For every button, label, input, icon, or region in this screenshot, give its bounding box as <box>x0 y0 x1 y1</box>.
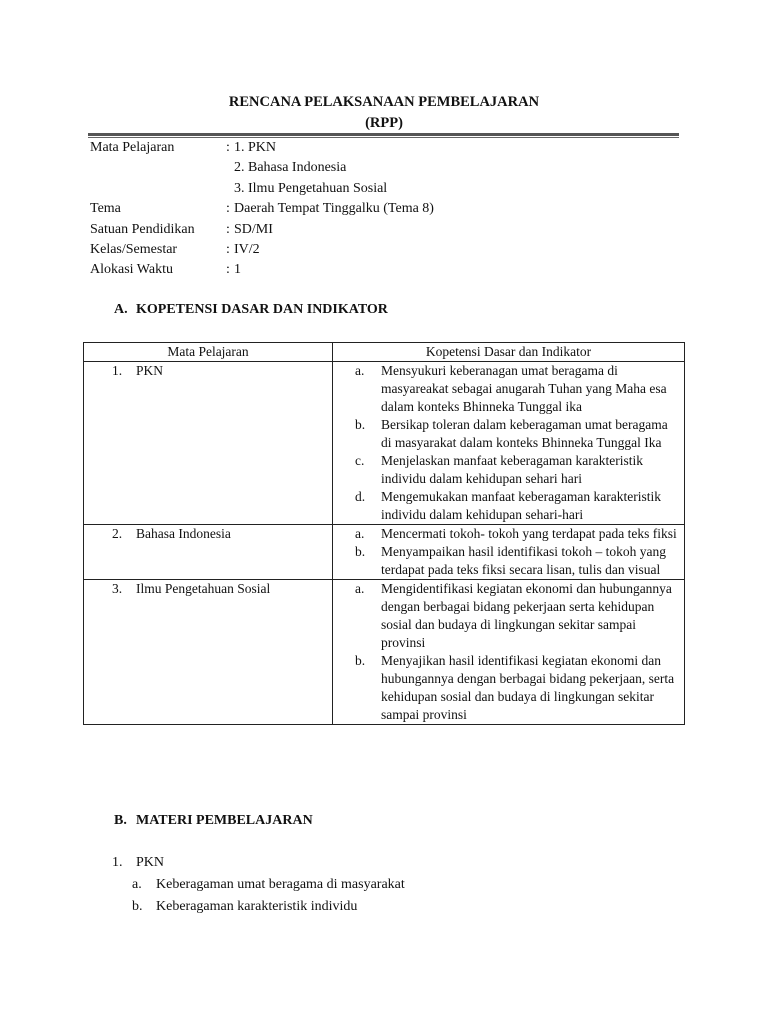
materials-item-text: Keberagaman umat beragama di masyarakat <box>156 877 405 892</box>
info-value: 1 <box>234 262 241 278</box>
competency-letter: a. <box>355 526 365 541</box>
subject-number: 2. <box>112 526 123 541</box>
competency-text: Mencermati tokoh- tokoh yang terdapat pada teks fiksi <box>381 526 677 541</box>
materials-subject <box>112 852 405 874</box>
info-value: IV/2 <box>234 241 260 257</box>
section-a-heading <box>114 302 388 318</box>
subject-name: PKN <box>136 363 164 378</box>
competency-letter: b. <box>355 544 366 559</box>
subject-cell <box>84 525 333 580</box>
section-b-heading <box>114 813 313 829</box>
materials-item-text: Keberagaman karakteristik individu <box>156 899 358 914</box>
competency-text: Mengemukakan manfaat keberagaman karakteristik individu dalam kehidupan sehari-hari <box>381 489 661 522</box>
competency-text: Menyajikan hasil identifikasi kegiatan ekonomi dan hubungannya dengan berbagai bidang pekerjaan, serta kehidupan sosial dan budaya di lingkungan sekitar sampai provinsi <box>381 653 675 722</box>
info-label: Mata Pelajaran <box>90 140 175 155</box>
subject-name: Bahasa Indonesia <box>136 526 231 541</box>
competency-item <box>333 543 684 579</box>
competency-item <box>333 580 684 652</box>
info-label: Alokasi Waktu <box>90 262 173 278</box>
competency-item <box>333 416 684 452</box>
materials-item <box>112 896 405 918</box>
competency-letter: a. <box>355 581 365 596</box>
table-row <box>84 362 685 525</box>
competency-text: Mengidentifikasi kegiatan ekonomi dan hubungannya dengan berbagai bidang pekerjaan serta kehidupan sosial dan budaya di lingkungan sekitar sampai provinsi <box>381 581 672 650</box>
section-b-title: MATERI PEMBELAJARAN <box>136 813 313 828</box>
info-value: 2. Bahasa Indonesia <box>234 160 347 176</box>
competency-cell <box>333 525 685 580</box>
competency-text: Bersikap toleran dalam keberagaman umat beragama di masyarakat dalam konteks Bhinneka Tunggal Ika <box>381 417 668 450</box>
competency-cell <box>333 580 685 725</box>
info-colon: : <box>226 140 230 155</box>
materials-item <box>112 874 405 896</box>
materials-item-letter: b. <box>132 899 143 914</box>
table-row <box>84 580 685 725</box>
info-row <box>90 179 434 199</box>
info-label: Kelas/Semestar <box>90 241 178 257</box>
section-a-title: KOPETENSI DASAR DAN INDIKATOR <box>136 302 388 317</box>
competency-cell <box>333 362 685 525</box>
competency-item <box>333 362 684 416</box>
table-header-subject: Mata Pelajaran <box>84 343 333 362</box>
table-body <box>84 362 685 725</box>
competency-text: Menjelaskan manfaat keberagaman karakteristik individu dalam kehidupan sehari hari <box>381 453 644 486</box>
competency-item <box>333 452 684 488</box>
competency-letter: a. <box>355 363 365 378</box>
subject-number: 3. <box>112 581 123 596</box>
info-label: Tema <box>90 201 121 217</box>
subject-cell <box>84 580 333 725</box>
materials-item-letter: a. <box>132 877 142 892</box>
info-row <box>90 240 434 260</box>
info-row <box>90 260 434 280</box>
identity-block <box>90 138 434 281</box>
section-a-letter: A. <box>114 302 128 317</box>
info-colon: : <box>226 201 230 217</box>
title-divider-thick <box>88 133 679 136</box>
section-b-letter: B. <box>114 813 127 828</box>
competency-letter: d. <box>355 489 366 504</box>
competency-text: Mensyukuri keberanagan umat beragama di masyareakat sebagai anugarah Tuhan yang Maha esa dalam konteks Bhinneka Tunggal ika <box>381 363 667 414</box>
materials-list <box>112 852 405 918</box>
table-header-row <box>84 343 685 362</box>
materials-subject-label: PKN <box>136 855 165 870</box>
info-value: Daerah Tempat Tinggalku (Tema 8) <box>234 201 434 217</box>
subject-name: Ilmu Pengetahuan Sosial <box>136 581 271 596</box>
info-row <box>90 220 434 240</box>
materials-subject-number: 1. <box>112 855 123 870</box>
info-colon: : <box>226 262 230 278</box>
competency-letter: b. <box>355 653 366 668</box>
competency-table <box>83 342 685 725</box>
info-value: 3. Ilmu Pengetahuan Sosial <box>234 180 388 196</box>
info-colon: : <box>226 221 230 237</box>
info-value: SD/MI <box>234 221 273 237</box>
subject-number: 1. <box>112 363 123 378</box>
competency-item <box>333 652 684 724</box>
info-row <box>90 158 434 178</box>
document-title: RENCANA PELAKSANAAN PEMBELAJARAN <box>228 94 540 110</box>
competency-text: Menyampaikan hasil identifikasi tokoh – tokoh yang terdapat pada teks fiksi secara lisan, tulis dan visual <box>381 544 666 577</box>
table-row <box>84 525 685 580</box>
info-value: 1. PKN <box>234 140 277 155</box>
competency-item <box>333 525 684 543</box>
competency-letter: b. <box>355 417 366 432</box>
document-subtitle: (RPP) <box>365 115 403 131</box>
info-colon: : <box>226 241 230 257</box>
competency-item <box>333 488 684 524</box>
table-header-competency: Kopetensi Dasar dan Indikator <box>333 343 685 362</box>
info-row <box>90 138 434 158</box>
competency-letter: c. <box>355 453 365 468</box>
subject-cell <box>84 362 333 525</box>
info-label: Satuan Pendidikan <box>90 221 195 237</box>
info-row <box>90 199 434 219</box>
